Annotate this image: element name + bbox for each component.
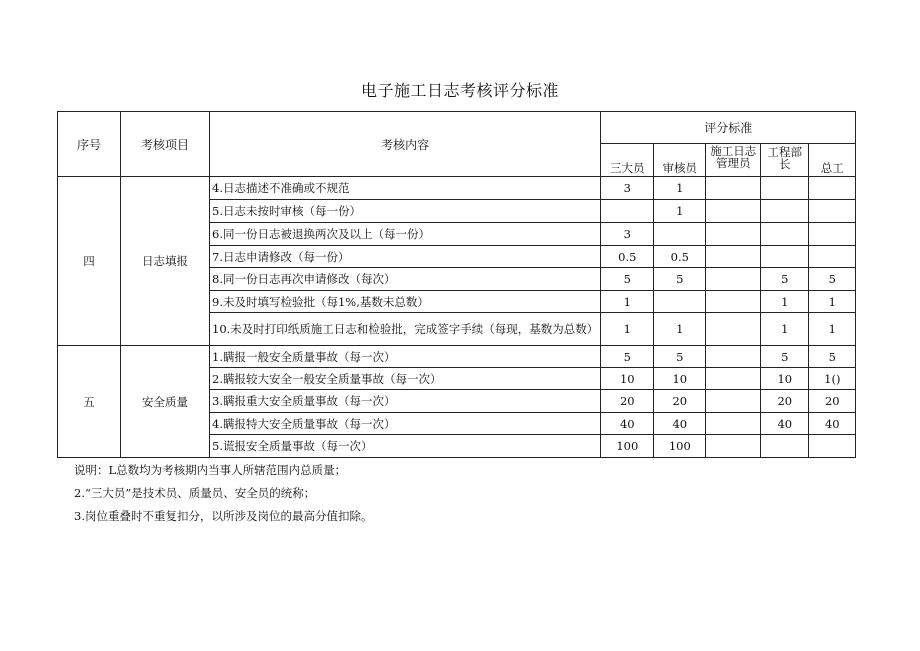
score-sandayuan: 40 <box>601 413 654 435</box>
score-sandayuan <box>601 200 654 223</box>
score-chief-engineer: 20 <box>809 390 856 413</box>
header-role-reviewer: 审核员 <box>654 144 706 177</box>
score-reviewer <box>654 223 706 246</box>
criteria-content: 1.瞒报一般安全质量事故（每一次） <box>210 346 601 368</box>
criteria-content: 2.瞒报较大安全一般安全质量事故（每一次） <box>210 368 601 390</box>
score-sandayuan: 0.5 <box>601 246 654 268</box>
header-score-standard: 评分标准 <box>601 112 856 144</box>
score-eng-manager: 1 <box>761 313 809 346</box>
score-eng-manager: 5 <box>761 268 809 291</box>
score-chief-engineer <box>809 177 856 200</box>
criteria-content: 10.未及时打印纸质施工日志和检验批，完成签字手续（每现，基数为总数） <box>210 313 601 346</box>
page-title: 电子施工日志考核评分标准 <box>360 81 559 100</box>
scoring-table <box>57 111 856 458</box>
score-log-admin <box>706 390 761 413</box>
score-reviewer: 1 <box>654 177 706 200</box>
score-eng-manager: 10 <box>761 368 809 390</box>
score-log-admin <box>706 313 761 346</box>
score-sandayuan: 3 <box>601 223 654 246</box>
section-item: 日志填报 <box>121 177 210 346</box>
score-eng-manager <box>761 435 809 458</box>
note-3: 3.岗位重叠时不重复扣分，以所涉及岗位的最高分值扣除。 <box>74 509 373 523</box>
note-1: 说明：L总数均为考核期内当事人所辖范围内总质量； <box>74 463 347 477</box>
score-log-admin <box>706 368 761 390</box>
score-chief-engineer <box>809 223 856 246</box>
score-reviewer: 10 <box>654 368 706 390</box>
criteria-content: 7.日志申请修改（每一份） <box>210 246 601 268</box>
section-index: 四 <box>58 177 121 346</box>
score-chief-engineer: 1() <box>809 368 856 390</box>
header-role-log-admin: 施工日志管理员 <box>706 144 761 177</box>
score-sandayuan: 100 <box>601 435 654 458</box>
score-log-admin <box>706 435 761 458</box>
score-log-admin <box>706 346 761 368</box>
score-log-admin <box>706 413 761 435</box>
score-log-admin <box>706 223 761 246</box>
score-sandayuan: 1 <box>601 313 654 346</box>
score-log-admin <box>706 268 761 291</box>
score-reviewer <box>654 291 706 313</box>
score-eng-manager <box>761 177 809 200</box>
score-reviewer: 100 <box>654 435 706 458</box>
score-reviewer: 0.5 <box>654 246 706 268</box>
score-chief-engineer: 1 <box>809 313 856 346</box>
score-log-admin <box>706 246 761 268</box>
score-chief-engineer <box>809 246 856 268</box>
score-eng-manager: 40 <box>761 413 809 435</box>
score-reviewer: 1 <box>654 313 706 346</box>
score-reviewer: 5 <box>654 268 706 291</box>
notes <box>74 459 372 528</box>
score-sandayuan: 3 <box>601 177 654 200</box>
score-chief-engineer <box>809 200 856 223</box>
criteria-content: 6.同一份日志被退换两次及以上（每一份） <box>210 223 601 246</box>
score-eng-manager: 5 <box>761 346 809 368</box>
criteria-content: 3.瞒报重大安全质量事故（每一次） <box>210 390 601 413</box>
header-role-sandayuan: 三大员 <box>601 144 654 177</box>
score-sandayuan: 5 <box>601 346 654 368</box>
score-reviewer: 40 <box>654 413 706 435</box>
score-chief-engineer: 5 <box>809 268 856 291</box>
table-row <box>58 346 856 368</box>
score-eng-manager: 1 <box>761 291 809 313</box>
score-chief-engineer: 1 <box>809 291 856 313</box>
score-reviewer: 5 <box>654 346 706 368</box>
score-chief-engineer <box>809 435 856 458</box>
header-role-chief-engineer: 总工 <box>809 144 856 177</box>
table-row <box>58 177 856 200</box>
score-log-admin <box>706 177 761 200</box>
score-reviewer: 1 <box>654 200 706 223</box>
score-eng-manager: 20 <box>761 390 809 413</box>
criteria-content: 5.谎报安全质量事故（每一次） <box>210 435 601 458</box>
score-log-admin <box>706 200 761 223</box>
score-eng-manager <box>761 223 809 246</box>
score-eng-manager <box>761 246 809 268</box>
criteria-content: 5.日志未按时审核（每一份） <box>210 200 601 223</box>
criteria-content: 9.未及时填写检验批（每1%,基数未总数） <box>210 291 601 313</box>
score-chief-engineer: 5 <box>809 346 856 368</box>
score-sandayuan: 5 <box>601 268 654 291</box>
section-item: 安全质量 <box>121 346 210 458</box>
score-sandayuan: 20 <box>601 390 654 413</box>
criteria-content: 4.日志描述不准确或不规范 <box>210 177 601 200</box>
header-index: 序号 <box>58 112 121 177</box>
note-2: 2.“三大员”是技术员、质量员、安全员的统称； <box>74 486 316 500</box>
section-index: 五 <box>58 346 121 458</box>
score-log-admin <box>706 291 761 313</box>
header-content: 考核内容 <box>210 112 601 177</box>
criteria-content: 8.同一份日志再次申请修改（每次） <box>210 268 601 291</box>
score-sandayuan: 1 <box>601 291 654 313</box>
score-sandayuan: 10 <box>601 368 654 390</box>
score-reviewer: 20 <box>654 390 706 413</box>
score-eng-manager <box>761 200 809 223</box>
header-role-eng-manager: 工程部长 <box>761 144 809 177</box>
header-item: 考核项目 <box>121 112 210 177</box>
criteria-content: 4.瞒报特大安全质量事故（每一次） <box>210 413 601 435</box>
score-chief-engineer: 40 <box>809 413 856 435</box>
